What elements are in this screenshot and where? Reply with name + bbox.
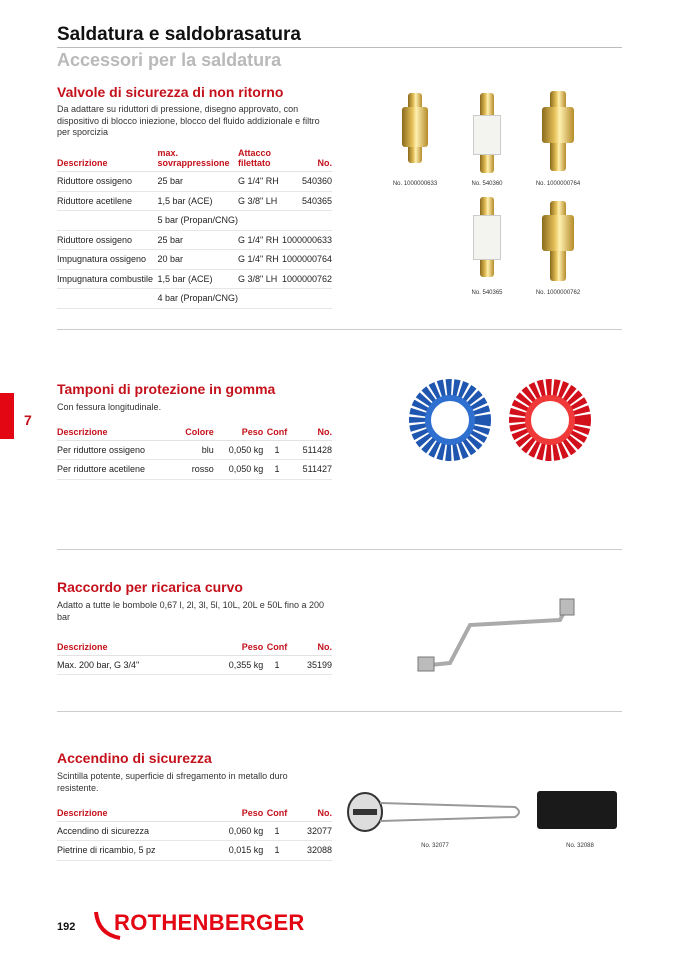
table-row	[57, 841, 332, 861]
table-cell: 20 bar	[157, 250, 238, 270]
product-images-valves	[380, 85, 620, 305]
section-divider	[57, 549, 622, 550]
table-cell: G 3/8" LH	[238, 191, 282, 211]
lighter-image	[345, 785, 525, 840]
table-cell	[282, 289, 332, 309]
table-cell: 32088	[291, 841, 332, 861]
table-cell: 1	[263, 821, 291, 841]
table-cell	[57, 289, 157, 309]
column-header: Attacco filettato	[238, 148, 282, 172]
table-row	[57, 269, 332, 289]
table-header-row	[57, 418, 332, 440]
table-cell: 1000000762	[282, 269, 332, 289]
table-cell: 0,050 kg	[214, 460, 264, 480]
column-header: Colore	[181, 418, 214, 440]
table-row	[57, 655, 332, 675]
table-cell: 1	[263, 440, 291, 460]
table-row	[57, 440, 332, 460]
column-header: No.	[291, 633, 332, 655]
chapter-tab	[0, 393, 14, 439]
section-heading: Tamponi di protezione in gomma	[57, 381, 276, 397]
table-cell: 1	[263, 841, 291, 861]
image-caption: No. 32088	[566, 843, 594, 849]
page-subtitle: Accessori per la saldatura	[57, 50, 282, 70]
image-caption: No. 1000000633	[392, 181, 438, 187]
valves-table	[57, 148, 332, 309]
column-header: No.	[291, 799, 332, 821]
table-cell: 1	[263, 655, 291, 675]
table-cell: 1,5 bar (ACE)	[157, 191, 238, 211]
table-cell: Riduttore acetilene	[57, 191, 157, 211]
flint-pack-image	[537, 791, 617, 829]
table-row	[57, 250, 332, 270]
refill-fitting-image	[410, 595, 580, 685]
table-cell: 511428	[291, 440, 332, 460]
chapter-number: 7	[24, 412, 32, 428]
table-cell: 1	[263, 460, 291, 480]
column-header: Descrizione	[57, 633, 208, 655]
table-cell: G 1/4" RH	[238, 250, 282, 270]
table-cell: G 3/8" LH	[238, 269, 282, 289]
image-caption: No. 540365	[471, 290, 503, 296]
rubber-caps-image	[400, 370, 620, 470]
column-header: Peso	[208, 799, 263, 821]
section-description: Scintilla potente, superficie di sfregamento in metallo duro resistente.	[57, 771, 288, 793]
table-cell: 25 bar	[157, 230, 238, 250]
column-header: Descrizione	[57, 148, 157, 172]
page-number: 192	[57, 921, 76, 933]
column-header: Descrizione	[57, 418, 181, 440]
table-row	[57, 821, 332, 841]
table-row	[57, 191, 332, 211]
table-cell	[282, 211, 332, 231]
table-cell: 0,060 kg	[208, 821, 263, 841]
table-cell: blu	[181, 440, 214, 460]
table-cell: Impugnatura combustile	[57, 269, 157, 289]
table-cell: G 1/4" RH	[238, 172, 282, 192]
table-header-row	[57, 633, 332, 655]
table-cell: rosso	[181, 460, 214, 480]
column-header: max. sovrappressione	[157, 148, 238, 172]
table-row	[57, 211, 332, 231]
image-caption: No. 32077	[421, 843, 449, 849]
table-cell: Per riduttore ossigeno	[57, 440, 181, 460]
table-cell: 0,015 kg	[208, 841, 263, 861]
table-cell	[238, 289, 282, 309]
table-cell: 1,5 bar (ACE)	[157, 269, 238, 289]
image-caption: No. 1000000762	[535, 290, 581, 296]
column-header: Peso	[208, 633, 263, 655]
table-row	[57, 460, 332, 480]
section-heading: Valvole di sicurezza di non ritorno	[57, 84, 284, 100]
table-cell: 32077	[291, 821, 332, 841]
column-header: Conf	[263, 418, 291, 440]
table-cell: 0,050 kg	[214, 440, 264, 460]
section-divider	[57, 329, 622, 330]
table-cell: Pietrine di ricambio, 5 pz	[57, 841, 208, 861]
table-cell: 511427	[291, 460, 332, 480]
section-description: Da adattare su riduttori di pressione, disegno approvato, con dispositivo di blocco iniezione, blocco del fluido addizionale e filtro per sporcizia	[57, 104, 320, 137]
table-row	[57, 289, 332, 309]
table-row	[57, 230, 332, 250]
column-header: Descrizione	[57, 799, 208, 821]
table-cell: 0,355 kg	[208, 655, 263, 675]
title-divider	[57, 47, 622, 48]
table-cell: 5 bar (Propan/CNG)	[157, 211, 238, 231]
section-description: Con fessura longitudinale.	[57, 402, 162, 412]
table-cell: 540365	[282, 191, 332, 211]
image-caption: No. 540360	[471, 181, 503, 187]
page-title: Saldatura e saldobrasatura	[57, 24, 301, 45]
table-cell: 1000000633	[282, 230, 332, 250]
table-cell: 25 bar	[157, 172, 238, 192]
column-header: Conf	[263, 799, 291, 821]
table-cell: Per riduttore acetilene	[57, 460, 181, 480]
table-header-row	[57, 148, 332, 172]
brand-logo	[92, 908, 305, 942]
rubber-caps-table	[57, 418, 332, 480]
table-cell: 540360	[282, 172, 332, 192]
section-divider	[57, 711, 622, 712]
table-cell: Max. 200 bar, G 3/4"	[57, 655, 208, 675]
table-cell	[238, 211, 282, 231]
section-heading: Raccordo per ricarica curvo	[57, 579, 243, 595]
table-cell: 35199	[291, 655, 332, 675]
column-header: No.	[282, 148, 332, 172]
table-row	[57, 172, 332, 192]
section-description: Adatto a tutte le bombole 0,67 l, 2l, 3l, 5l, 10L, 20L e 50L fino a 200 bar	[57, 600, 325, 622]
table-cell: Accendino di sicurezza	[57, 821, 208, 841]
brand-name: ROTHENBERGER	[114, 910, 305, 935]
column-header: Conf	[263, 633, 291, 655]
column-header: No.	[291, 418, 332, 440]
table-cell	[57, 211, 157, 231]
table-cell: Impugnatura ossigeno	[57, 250, 157, 270]
column-header: Peso	[214, 418, 264, 440]
table-cell: Riduttore ossigeno	[57, 230, 157, 250]
refill-fitting-table	[57, 633, 332, 675]
image-caption: No. 1000000764	[535, 181, 581, 187]
table-cell: 4 bar (Propan/CNG)	[157, 289, 238, 309]
section-heading: Accendino di sicurezza	[57, 750, 212, 766]
table-cell: G 1/4" RH	[238, 230, 282, 250]
table-header-row	[57, 799, 332, 821]
table-cell: Riduttore ossigeno	[57, 172, 157, 192]
table-cell: 1000000764	[282, 250, 332, 270]
lighter-table	[57, 799, 332, 861]
